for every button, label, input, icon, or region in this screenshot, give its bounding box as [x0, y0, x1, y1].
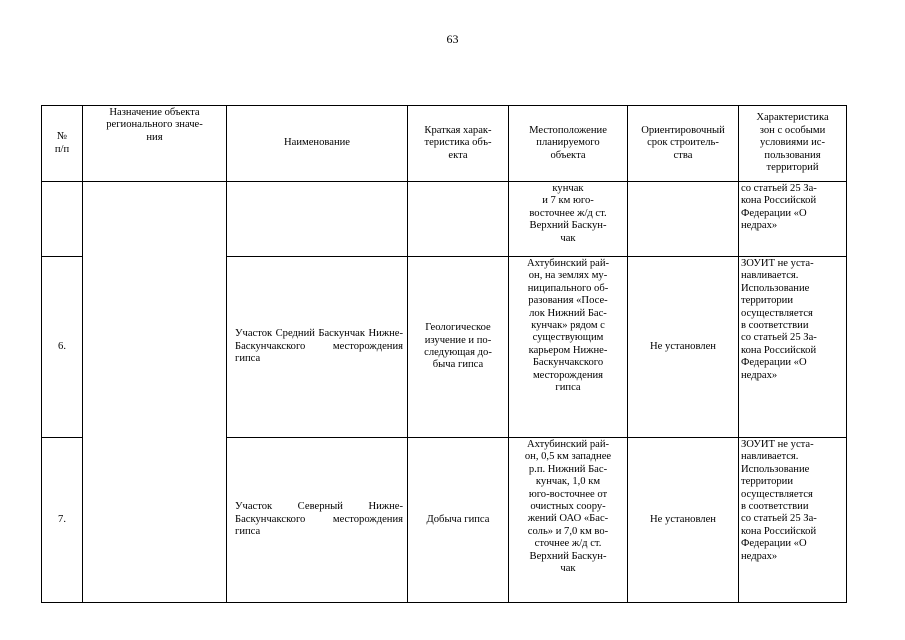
header-number: № п/п	[42, 106, 83, 182]
cell-characteristic: Геологическое изучение и по- следующая до- быча гипса	[408, 257, 509, 438]
cell-number: 7.	[42, 438, 83, 603]
cell-number	[42, 182, 83, 257]
cell-location: Ахтубинский рай- он, 0,5 км западнее р.п. Нижний Бас- кунчак, 1,0 км юго-восточнее от очистных соору- жений ОАО «Бас- соль» и 7,0 км во- сточнее ж/д ст. Верхний Баскун- чак	[509, 438, 628, 603]
header-purpose: Назначение объекта регионального значе- ния	[83, 106, 227, 182]
page-number: 63	[446, 32, 459, 46]
table-header-row	[42, 106, 847, 182]
cell-zones: ЗОУИТ не уста- навливается. Использование территории осуществляется в соответствии со статьей 25 За- кона Российской Федерации «О недрах»	[739, 438, 847, 603]
objects-table	[41, 105, 847, 603]
header-location: Местоположение планируемого объекта	[509, 106, 628, 182]
cell-term: Не установлен	[628, 257, 739, 438]
cell-zones: со статьей 25 За- кона Российской Федерации «О недрах»	[739, 182, 847, 257]
cell-characteristic: Добыча гипса	[408, 438, 509, 603]
cell-name: Участок Северный Нижне-Баскунчакского месторождения гипса	[227, 438, 408, 603]
cell-purpose-merged	[83, 182, 227, 603]
header-characteristic: Краткая харак- теристика объ- екта	[408, 106, 509, 182]
cell-name	[227, 182, 408, 257]
cell-term: Не установлен	[628, 438, 739, 603]
header-name: Наименование	[227, 106, 408, 182]
cell-location: кунчак и 7 км юго- восточнее ж/д ст. Верхний Баскун- чак	[509, 182, 628, 257]
cell-characteristic	[408, 182, 509, 257]
header-term: Ориентировочный срок строитель- ства	[628, 106, 739, 182]
cell-number: 6.	[42, 257, 83, 438]
cell-name: Участок Средний Баскунчак Нижне-Баскунчакского месторождения гипса	[227, 257, 408, 438]
cell-location: Ахтубинский рай- он, на землях му- ниципального об- разования «Посе- лок Нижний Бас- кунчак» рядом с существующим карьером Нижне- Баскунчакского месторождения гипса	[509, 257, 628, 438]
header-zones: Характеристика зон с особыми условиями ис- пользования территорий	[739, 106, 847, 182]
cell-zones: ЗОУИТ не уста- навливается. Использование территории осуществляется в соответствии со статьей 25 За- кона Российской Федерации «О недрах»	[739, 257, 847, 438]
cell-term	[628, 182, 739, 257]
table-row-continuation	[42, 182, 847, 257]
